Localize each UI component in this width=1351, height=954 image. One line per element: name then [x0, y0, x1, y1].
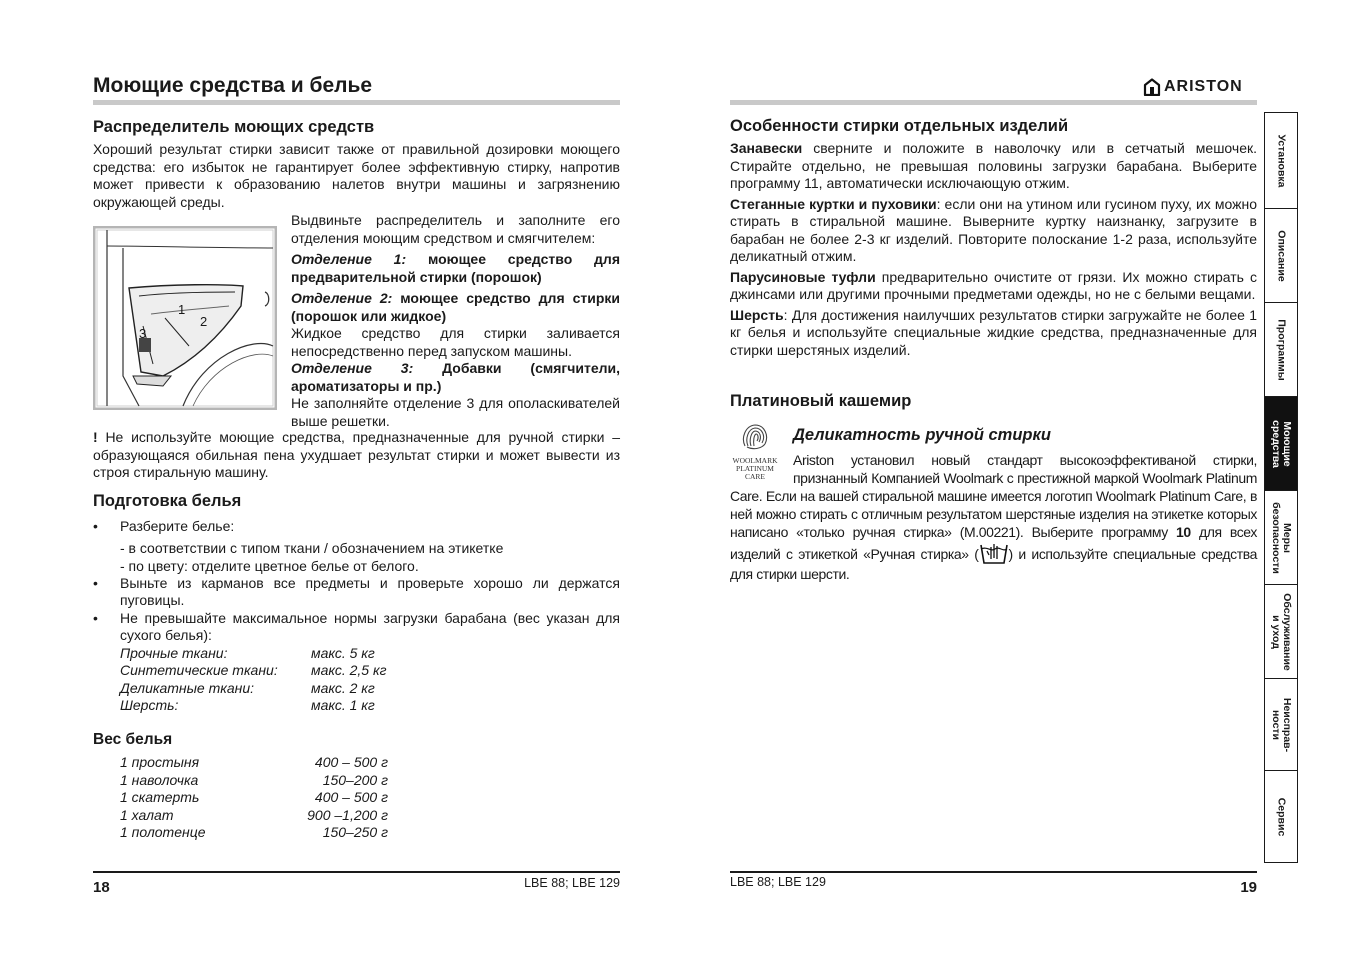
load-max: макс. 5 кг [311, 644, 375, 661]
right-title-rule [730, 100, 1257, 105]
woolmark-icon [739, 422, 771, 452]
bullet-mark: • [93, 609, 98, 626]
load-row [120, 645, 620, 663]
shoes-label: Парусиновые туфли [730, 268, 876, 285]
right-model: LBE 88; LBE 129 [730, 875, 826, 889]
pull-out-instruction: Выдвиньте распределитель и заполните его отделения моющим средством и смягчителем: [291, 212, 620, 246]
tab-installation[interactable] [1265, 113, 1297, 209]
tab-label: Установка [1275, 134, 1288, 187]
weight-item: 1 полотенце [120, 824, 206, 841]
jackets-text: : если они на утином или гусином пуху, их можно стирать в стиральной машине. Выверните куртку наизнанку, загрузите в барабан не более 2-3 кг изделий. Повторите полоскание 1-2 раза, используйте деликатный отжим. [730, 195, 1257, 264]
compartment-3-note: Не заполняйте отделение 3 для ополаскивателей выше решетки. [291, 395, 620, 429]
prep-sub-1: - в соответствии с типом ткани / обозначением на этикетке [120, 539, 504, 556]
prep-list [93, 518, 620, 715]
liquid-note: Жидкое средство для стирки заливается непосредственно перед запуском машины. [291, 325, 620, 359]
prep-bullet-2-text: Выньте из карманов все предметы и проверьте хорошо ли держатся пуговицы. [120, 574, 620, 608]
weight-item: 1 наволочка [120, 771, 199, 788]
prep-bullet-1-text: Разберите белье: [120, 518, 235, 534]
right-page-number: 19 [1240, 879, 1257, 896]
compartment-2 [291, 290, 620, 325]
tab-label: Сервис [1275, 797, 1288, 836]
hand-wash-warning [93, 429, 620, 482]
compartment-3 [291, 360, 620, 395]
load-row [120, 662, 620, 680]
woolmark-line-3: CARE [744, 472, 765, 481]
weight-item: 1 простыня [120, 754, 200, 770]
cashmere-heading: Платиновый кашемир [730, 392, 912, 410]
weight-row [120, 789, 388, 807]
prep-bullet-2 [93, 575, 620, 610]
load-max: макс. 2,5 кг [311, 662, 387, 679]
load-table [93, 645, 620, 715]
compartment-3-label: Отделение 3: [291, 360, 414, 376]
warning-mark: ! [93, 429, 98, 445]
weight-item: 1 скатерть [120, 789, 200, 806]
curtains-text: сверните и положите в наволочку или в сетчатый мешочек. Стирайте отдельно, не превышая половины загрузки барабана. Выберите программу 11, автоматически исключающую отжим. [730, 140, 1258, 191]
tab-maintenance[interactable] [1265, 585, 1297, 679]
weight-grams: 400 – 500 г [314, 789, 388, 806]
load-fabric: Прочные ткани: [120, 644, 228, 661]
brand-logo [1143, 78, 1243, 96]
weight-grams: 150–200 г [322, 771, 388, 788]
compartments-text [291, 212, 620, 430]
tab-label: Неисправ- ности [1270, 697, 1293, 752]
special-heading: Особенности стирки отдельных изделий [730, 117, 1069, 135]
tab-programs[interactable] [1265, 303, 1297, 397]
jackets-paragraph [730, 196, 1257, 266]
compartment-1-text: моющее средство для предварительной стирки (порошок) [291, 251, 620, 285]
warning-text: Не используйте моющие средства, предназначенные для ручной стирки – образующаяся обильная пена ухудшает результат стирки и может вывести из строя стиральную машину. [93, 429, 620, 480]
tab-detergents[interactable] [1265, 397, 1297, 491]
brand-name: ARISTON [1164, 78, 1243, 95]
right-footer-rule [730, 871, 1257, 873]
tab-troubleshooting[interactable] [1265, 679, 1297, 771]
wool-text: : Для достижения наилучших результатов стирки загружайте не более 1 кг белья и используйте специальные жидкие средства, предназначенные для стирки шерстяных изделий. [730, 306, 1257, 358]
compartment-number-2: 2 [200, 314, 208, 329]
jackets-label: Стеганные куртки и пуховики [730, 195, 937, 212]
prep-bullet-1 [93, 518, 620, 536]
left-page-title: Моющие средства и белье [93, 74, 373, 97]
tab-service[interactable] [1265, 771, 1297, 862]
left-model: LBE 88; LBE 129 [524, 876, 620, 890]
tab-safety[interactable] [1265, 491, 1297, 585]
curtains-label: Занавески [730, 140, 803, 156]
shoes-paragraph [730, 269, 1257, 304]
cashmere-text [730, 451, 1257, 583]
tab-description[interactable] [1265, 209, 1297, 303]
section-tabs [1264, 112, 1298, 863]
dispenser-drawing [93, 226, 277, 410]
compartment-1-label: Отделение 1: [291, 251, 407, 267]
left-page-number: 18 [93, 879, 110, 896]
curtains-paragraph [730, 140, 1257, 193]
dispenser-heading: Распределитель моющих средств [93, 118, 375, 136]
dispenser-intro: Хороший результат стирки зависит также от правильной дозировки моющего средства: его избыток не гарантирует более эффективную стирку, напротив может привести к образованию налетов внутри машины и загрязнению окружающей среды. [93, 141, 620, 210]
bullet-mark: • [93, 518, 98, 534]
prep-heading: Подготовка белья [93, 492, 242, 510]
bullet-mark: • [93, 574, 98, 591]
compartment-2-text: моющее средство для стирки (порошок или жидкое) [291, 290, 620, 324]
cashmere-text-2: для всех изделий с этикеткой «Ручная стирка» ( [730, 524, 1257, 562]
special-items [730, 140, 1257, 359]
tab-label: Меры безопасности [1270, 501, 1293, 574]
woolmark-line-2: PLATINUM [736, 464, 774, 473]
prep-sub-2: - по цвету: отделите цветное белье от белого. [120, 557, 419, 574]
weight-grams: 150–250 г [322, 824, 388, 841]
tab-label: Моющие средства [1270, 419, 1293, 468]
compartment-number-3: 3 [139, 326, 147, 341]
compartment-3-text: Добавки (смягчители, ароматизаторы и пр.) [291, 360, 620, 394]
weight-grams: 900 –1,200 г [307, 806, 388, 823]
load-row [120, 697, 620, 715]
weight-row [120, 772, 388, 790]
tab-label: Описание [1275, 229, 1288, 282]
logo-float-spacer [730, 451, 793, 487]
weight-grams: 400 – 500 г [314, 754, 388, 770]
prep-bullet-3 [93, 610, 620, 645]
weight-row [120, 807, 388, 825]
cashmere-text-3: ) и используйте специальные средства для стирки шерсти. [730, 546, 1257, 582]
load-fabric: Шерсть: [120, 697, 179, 714]
prep-bullet-3-text: Не превышайте максимальное нормы загрузки барабана (вес указан для сухого белья): [120, 609, 620, 643]
load-max: макс. 1 кг [311, 697, 375, 714]
shoes-text: предварительно очистите от грязи. Их можно стирать с джинсами или другими прочными предметами одежды, но не с белыми вещами. [730, 268, 1258, 302]
compartment-2-label: Отделение 2: [291, 290, 393, 306]
hand-wash-icon [979, 541, 1009, 565]
compartment-number-1: 1 [178, 302, 186, 317]
cashmere-subheading: Деликатность ручной стирки [793, 426, 1051, 444]
dispenser-illustration [93, 226, 277, 410]
load-fabric: Деликатные ткани: [120, 679, 255, 696]
load-max: макс. 2 кг [311, 679, 375, 696]
tab-label: Обслуживание и уход [1270, 592, 1293, 671]
weight-row [120, 824, 388, 842]
program-number: 10 [1176, 524, 1191, 540]
wool-label: Шерсть [730, 306, 784, 323]
weight-heading: Вес белья [93, 731, 173, 748]
left-footer-rule [93, 871, 620, 873]
cashmere-text-1: Ariston установил новый стандарт высокоэффективаной стирки, признанный Компанией Woolmark с престижной маркой Woolmark Platinum Care. Если на вашей стиральной машине имеется логотип Woolmark Platinum Care, в ней можно стирать с отличным результатом шерстяные изделия на этикетке которых написано «только ручная стирка» (M.00221). Выберите программу [730, 452, 1257, 540]
woolmark-line-1: WOOLMARK [732, 456, 778, 465]
load-fabric: Синтетические ткани: [120, 662, 278, 679]
ariston-house-icon [1143, 78, 1161, 96]
load-row [120, 680, 620, 698]
weight-table [120, 754, 388, 842]
left-title-rule [93, 100, 620, 105]
weight-item: 1 халат [120, 806, 174, 823]
tab-label: Программы [1275, 318, 1288, 381]
weight-row [120, 754, 388, 772]
compartment-1 [291, 251, 620, 286]
wool-paragraph [730, 307, 1257, 360]
